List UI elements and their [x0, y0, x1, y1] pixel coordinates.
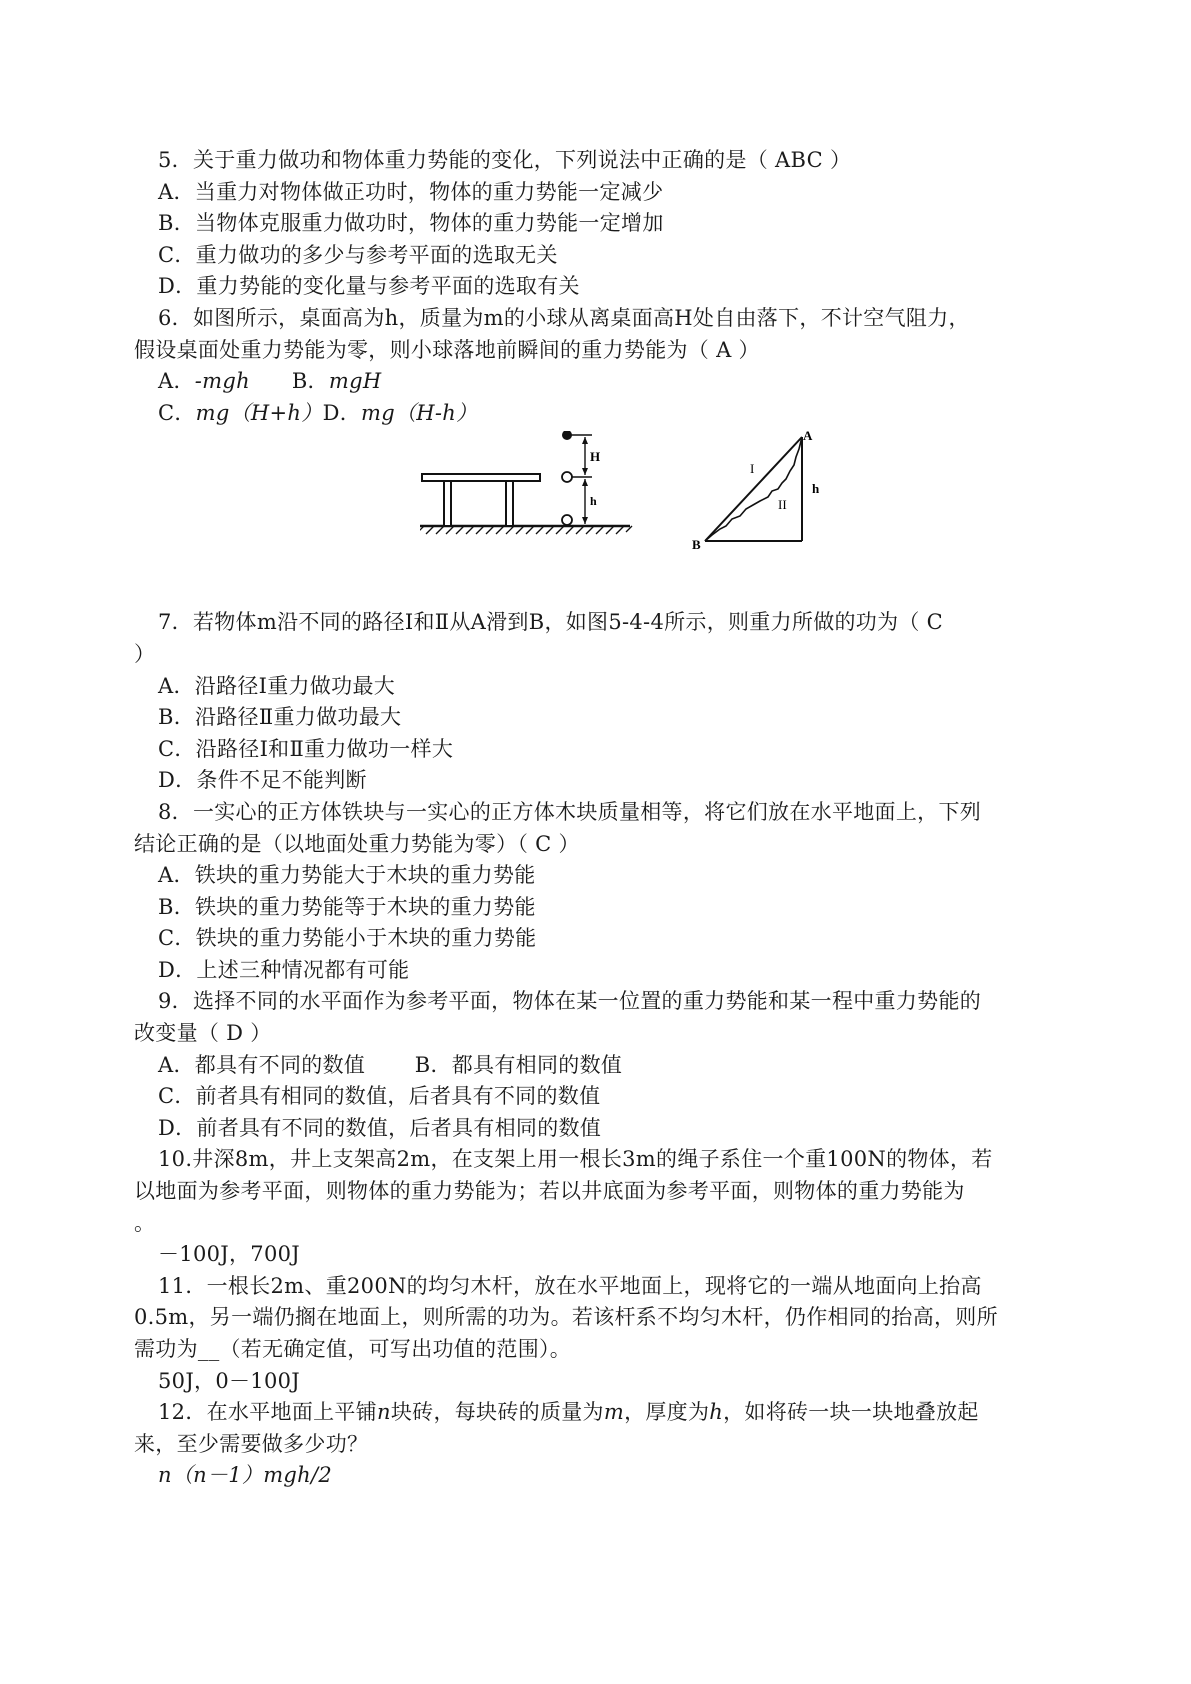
q7-stem-line1: 7．若物体m沿不同的路径Ⅰ和Ⅱ从A滑到B，如图5-4-4所示，则重力所做的功为（ C — [158, 610, 944, 635]
q12-text-b: 块砖，每块砖的质量为 — [390, 1400, 604, 1425]
q6-option-c-math: mg（H+h） — [195, 400, 323, 425]
q8-option-d: D．上述三种情况都有可能 — [158, 957, 410, 982]
q6-stem-line2: 假设桌面处重力势能为零，则小球落地前瞬间的重力势能为（ A ） — [134, 337, 760, 362]
q7-option-c: C．沿路径Ⅰ和Ⅱ重力做功一样大 — [158, 736, 454, 761]
q6-option-c-prefix: C． — [158, 400, 196, 425]
q12-var-h: h — [709, 1400, 724, 1425]
q7-stem-line2: ） — [134, 641, 156, 666]
q11-stem-line3: 需功为__（若无确定值，可写出功值的范围）。 — [134, 1337, 572, 1361]
q11-stem-line1: 11．一根长2m、重200N的均匀木杆，放在水平地面上，现将它的一端从地面向上抬高 — [158, 1273, 982, 1298]
label-path-II: II — [778, 497, 787, 513]
q6-options-cd — [0, 398, 1191, 430]
table-leg-left — [444, 481, 451, 526]
label-h: h — [590, 494, 597, 509]
q8-stem-line1: 8．一实心的正方体铁块与一实心的正方体木块质量相等，将它们放在水平地面上，下列 — [158, 799, 982, 824]
path-I — [705, 437, 802, 541]
q9-options-ab: A．都具有不同的数值 B．都具有相同的数值 — [158, 1052, 623, 1077]
q12-answer: n（n－1）mgh/2 — [158, 1463, 333, 1488]
q9-option-d: D．前者具有不同的数值，后者具有相同的数值 — [158, 1115, 602, 1140]
q6-option-a-prefix: A． — [158, 369, 195, 394]
table-ball-figure — [420, 431, 640, 556]
q12-var-m: m — [603, 1400, 625, 1425]
q12-text-d: ，如将砖一块一块地叠放起 — [723, 1400, 979, 1425]
arrow-H-bottom — [582, 468, 588, 475]
table-leg-right — [506, 481, 513, 526]
label-height-h: h — [812, 481, 820, 497]
label-B: B — [692, 537, 701, 553]
label-path-I: I — [750, 461, 755, 477]
arrow-h-bottom — [582, 517, 588, 524]
label-A: A — [803, 431, 813, 444]
q10-stem-line2: 以地面为参考平面，则物体的重力势能为；若以井底面为参考平面，则物体的重力势能为 — [134, 1179, 965, 1204]
incline-paths-figure — [690, 431, 840, 556]
q9-stem-line1: 9．选择不同的水平面作为参考平面，物体在某一位置的重力势能和某一程中重力势能的 — [158, 989, 982, 1014]
q10-stem-line3: 。 — [134, 1210, 156, 1235]
q12-stem-line1 — [0, 1397, 1191, 1429]
q11-answer: 50J，0－100J — [158, 1368, 301, 1393]
q10-answer: －100J，700J — [158, 1242, 301, 1267]
q6-option-d-math: mg（H-h） — [361, 400, 478, 425]
q9-option-c: C．前者具有相同的数值，后者具有不同的数值 — [158, 1084, 601, 1109]
q6-option-a-math: -mgh — [194, 369, 250, 394]
q6-stem-line1: 6．如图所示，桌面高为h，质量为m的小球从离桌面高H处自由落下，不计空气阻力， — [158, 305, 970, 330]
arrow-h-top — [582, 479, 588, 486]
q8-option-b: B．铁块的重力势能等于木块的重力势能 — [158, 894, 536, 919]
q6-option-d-prefix: D． — [322, 400, 361, 425]
figures-row — [0, 431, 1191, 593]
q5-option-c: C．重力做功的多少与参考平面的选取无关 — [158, 242, 558, 267]
q12-text-a: 12．在水平地面上平铺 — [158, 1400, 378, 1425]
q5-option-b: B．当物体克服重力做功时，物体的重力势能一定增加 — [158, 211, 664, 236]
q12-stem-line2: 来，至少需要做多少功？ — [134, 1431, 369, 1456]
q6-option-b-math: mgH — [328, 369, 382, 394]
ball-table-level — [562, 472, 572, 482]
q5-stem: 5．关于重力做功和物体重力势能的变化，下列说法中正确的是（ ABC ） — [158, 148, 852, 172]
q6-option-b-prefix: B． — [291, 369, 329, 394]
arrow-H-top — [582, 437, 588, 444]
q10-stem-line1: 10.井深8m，井上支架高2m，在支架上用一根长3m的绳子系住一个重100N的物体，若 — [158, 1147, 993, 1172]
q8-stem-line2: 结论正确的是（以地面处重力势能为零）（ C ） — [134, 831, 580, 856]
q8-option-c: C．铁块的重力势能小于木块的重力势能 — [158, 926, 537, 951]
q5-option-a: A．当重力对物体做正功时，物体的重力势能一定减少 — [158, 179, 664, 204]
q7-option-b: B．沿路径Ⅱ重力做功最大 — [158, 705, 402, 730]
q12-text-c: ，厚度为 — [624, 1400, 710, 1425]
q11-stem-line2: 0.5m，另一端仍搁在地面上，则所需的功为。若该杆系不均匀木杆，仍作相同的抬高，则所 — [134, 1305, 998, 1330]
q9-stem-line2: 改变量（ D ） — [134, 1021, 272, 1046]
ball-ground — [562, 515, 572, 525]
q7-option-a: A．沿路径Ⅰ重力做功最大 — [158, 673, 396, 698]
q6-options-ab — [0, 366, 1191, 398]
label-H: H — [590, 449, 601, 465]
table-top — [422, 474, 540, 481]
q5-option-d: D．重力势能的变化量与参考平面的选取有关 — [158, 274, 580, 299]
q12-var-n: n — [377, 1400, 391, 1425]
q7-option-d: D．条件不足不能判断 — [158, 768, 367, 793]
q8-option-a: A．铁块的重力势能大于木块的重力势能 — [158, 863, 536, 888]
question-list — [0, 145, 1191, 1492]
